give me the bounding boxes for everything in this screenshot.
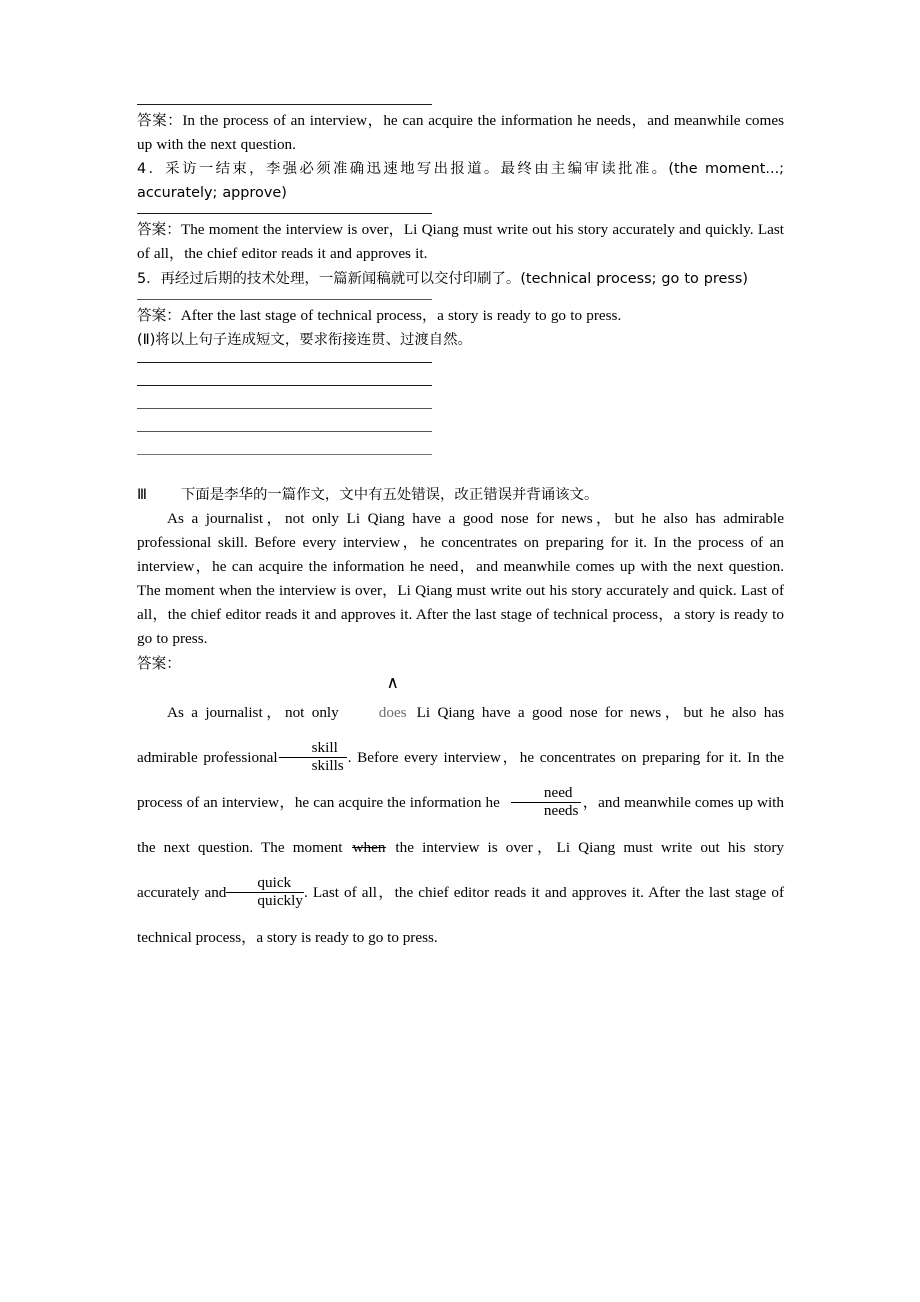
corrected-segment: and — [204, 883, 227, 901]
essay-with-errors: As a journalist，not only Li Qiang have a good nose for news，but he also has admirable professional skill. Before every interview，he concentrates on preparing for it. In the process of an interview，he can acquire the information he need，and meanwhile comes up with the next question. The moment when the interview is over，Li Qiang must write out his story accurately and quick. Last of all，the chief editor reads it and approves it. After the last stage of technical process，a story is ready to go to press. — [137, 509, 784, 648]
wrong-word: quick — [257, 874, 292, 892]
blank-lines-group — [137, 362, 784, 477]
correct-word: skills — [311, 756, 344, 774]
corrected-segment: ，and meanwhile comes up with the next — [137, 793, 784, 856]
corrected-segment: Li Qiang have a good nose for news，but he also has admirable — [137, 703, 784, 766]
blank-line — [137, 431, 432, 432]
insertion-does — [339, 672, 417, 735]
deletion-when-wrapper — [343, 839, 396, 856]
blank-line — [137, 408, 432, 409]
section-two-heading: (Ⅱ)将以上句子连成短文，要求衔接连贯、过渡自然。 — [137, 331, 472, 348]
wrong-word: need — [543, 784, 573, 802]
section-three-heading-text: 下面是李华的一篇作文，文中有五处错误，改正错误并背诵该文。 — [181, 486, 599, 503]
blank-line — [137, 385, 432, 386]
corrected-segment: question. The moment — [197, 838, 343, 856]
blank-line-row — [137, 385, 784, 408]
section-three-numeral: Ⅲ — [137, 486, 147, 503]
corrected-segment: interview，he can acquire the information he — [221, 793, 500, 811]
correct-word: needs — [543, 801, 579, 819]
blank-line-row — [137, 408, 784, 431]
question-prompt-4: 4．采访一结束，李强必须准确迅速地写出报道。最终由主编审读批准。(the moment...; accurately; approve) — [137, 161, 784, 202]
caret-icon: ∧ — [386, 672, 399, 693]
blank-line-row — [137, 362, 784, 385]
answer-label: 答案： — [137, 654, 181, 672]
correction-skill — [279, 740, 347, 773]
question-prompt-5: 5．再经过后期的技术处理，一篇新闻稿就可以交付印刷了。(technical process; go to press) — [137, 270, 748, 287]
document-content — [137, 104, 784, 960]
blank-line-row — [137, 431, 784, 454]
corrected-segment: As a journalist，not only — [167, 703, 339, 721]
corrected-segment: the interview is over，Li Qiang must write out his story accurately — [137, 838, 785, 901]
corrected-segment: process，a story is ready to go to press. — [195, 928, 438, 946]
answer-text-q3: In the process of an interview，he can acquire the information he needs，and meanwhile comes up with the next question. — [137, 112, 784, 154]
deleted-word: when — [352, 838, 386, 856]
answer-paragraph-q5 — [137, 304, 784, 328]
answer-label: 答案： — [137, 221, 181, 239]
answer-paragraph-q4 — [137, 218, 784, 266]
corrected-segment: . Before every interview，he concentrates on preparing for it. In the process of an — [137, 748, 784, 811]
blank-line — [137, 454, 432, 455]
answer-paragraph-q3 — [137, 109, 784, 157]
wrong-word: skill — [311, 739, 338, 757]
answer-label: 答案： — [137, 306, 181, 324]
answer-text-q4: The moment the interview is over，Li Qiang must write out his story accurately and quickly. Last of all，the chief editor reads it and approves it. — [137, 221, 784, 263]
blank-line-row — [137, 454, 784, 477]
answer-label: 答案： — [137, 112, 183, 129]
correction-quick — [226, 875, 304, 908]
spacer — [137, 672, 784, 693]
inserted-word: does — [378, 703, 407, 721]
spacer — [137, 352, 784, 362]
correct-word: quickly — [257, 891, 303, 909]
blank-line — [137, 362, 432, 363]
corrected-essay — [137, 672, 785, 960]
answer-text-q5: After the last stage of technical process，a story is ready to go to press. — [180, 306, 622, 324]
spacer — [137, 205, 784, 213]
spacer — [137, 291, 784, 299]
section-three-heading — [137, 483, 784, 507]
corrected-segment: . Last of all，the chief editor reads it and approves it. After the last stage of technical — [137, 883, 785, 946]
section-three-answer-label — [137, 652, 784, 676]
correction-need — [501, 785, 582, 818]
corrected-segment: professional — [203, 748, 278, 766]
